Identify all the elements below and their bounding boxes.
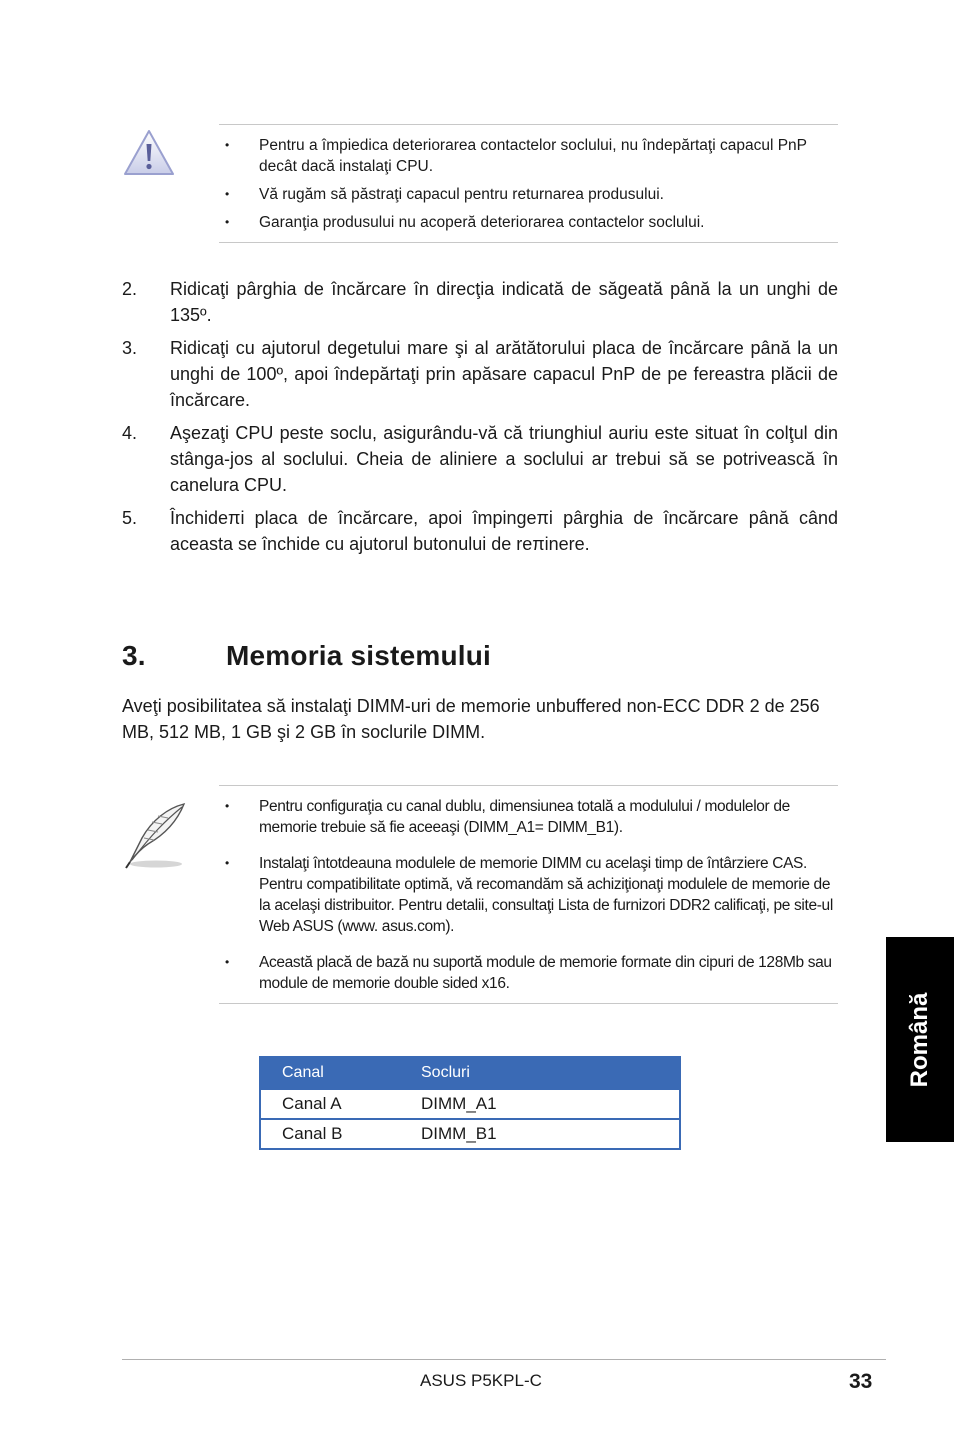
channel-table	[259, 1056, 681, 1150]
quill-pen-icon	[122, 800, 188, 870]
step-item	[122, 505, 838, 557]
footer-title: ASUS P5KPL-C	[420, 1371, 542, 1390]
language-label: Română	[906, 992, 933, 1087]
note-bottom-rule	[219, 1003, 838, 1004]
step-number: 3.	[122, 338, 138, 358]
step-number: 2.	[122, 279, 138, 299]
step-number: 4.	[122, 423, 138, 443]
table-cell: Canal A	[282, 1094, 342, 1113]
step-text: Aşezaţi CPU peste soclu, asigurându-vă că triunghiul auriu este situat în colţul din stânga-jos al soclului. Cheia de aliniere a soclului ar trebui să se potrivească în canelura CPU.	[170, 423, 838, 495]
footer-rule	[122, 1359, 886, 1360]
step-text: Închideπi placa de încărcare, apoi împingeπi pârghia de încărcare până când aceasta se închide cu ajutorul butonului de reπinere.	[170, 508, 838, 554]
page-number: 33	[849, 1370, 873, 1393]
table-header	[261, 1058, 679, 1088]
section-heading	[122, 640, 491, 672]
note-list	[219, 796, 838, 994]
section-number: 3.	[122, 640, 146, 671]
note-item: • Instalaţi întotdeauna modulele de memorie DIMM cu acelaşi timp de întârziere CAS. Pentru compatibilitate optimă, vă recomandăm să achiziţionaţi modulele de memorie de la acelaşi distribuitor. Pentru detalii, consultaţi Lista de furnizori DDR2 calificaţi, pe site-ul Web ASUS (www. asus.com).	[219, 853, 838, 937]
table-row	[261, 1090, 679, 1118]
note-item: • Această placă de bază nu suportă module de memorie formate din cipuri de 128Mb sau module de memorie double sided x16.	[219, 952, 838, 994]
caution-item: • Garanţia produsului nu acoperă deteriorarea contactelor soclului.	[219, 212, 838, 233]
section-title: Memoria sistemului	[226, 640, 492, 671]
step-item	[122, 335, 838, 413]
note-item: • Pentru configuraţia cu canal dublu, dimensiunea totală a modulului / modulelor de memorie trebuie să fie aceeaşi (DIMM_A1= DIMM_B1).	[219, 796, 838, 838]
caution-top-rule	[219, 124, 838, 125]
column-header: Canal	[282, 1064, 324, 1081]
step-text: Ridicaţi cu ajutorul degetului mare şi al arătătorului placa de încărcare până la un unghi de 100º, apoi îndepărtaţi prin apăsare capacul PnP de pe fereastra plăcii de încărcare.	[170, 338, 838, 410]
table-cell: DIMM_A1	[421, 1094, 497, 1113]
language-side-tab	[886, 937, 954, 1142]
section-intro: Aveţi posibilitatea să instalaţi DIMM-uri de memorie unbuffered non-ECC DDR 2 de 256 MB, 512 MB, 1 GB şi 2 GB în soclurile DIMM.	[122, 696, 820, 742]
table-row	[261, 1120, 679, 1148]
note-top-rule	[219, 785, 838, 786]
step-number: 5.	[122, 508, 138, 528]
caution-bottom-rule	[219, 242, 838, 243]
caution-item: • Vă rugăm să păstraţi capacul pentru returnarea produsului.	[219, 184, 838, 205]
column-header: Socluri	[421, 1064, 470, 1081]
caution-list	[219, 135, 838, 233]
table-cell: Canal B	[282, 1124, 343, 1143]
step-text: Ridicaţi pârghia de încărcare în direcţia indicată de săgeată până la un unghi de 135º.	[170, 279, 838, 325]
step-item	[122, 420, 838, 498]
caution-item: • Pentru a împiedica deteriorarea contactelor soclului, nu îndepărtaţi capacul PnP decât dacă instalaţi CPU.	[219, 135, 838, 177]
warning-triangle-icon	[122, 128, 176, 178]
step-item	[122, 276, 838, 328]
table-cell: DIMM_B1	[421, 1124, 497, 1143]
installation-steps	[122, 276, 838, 564]
